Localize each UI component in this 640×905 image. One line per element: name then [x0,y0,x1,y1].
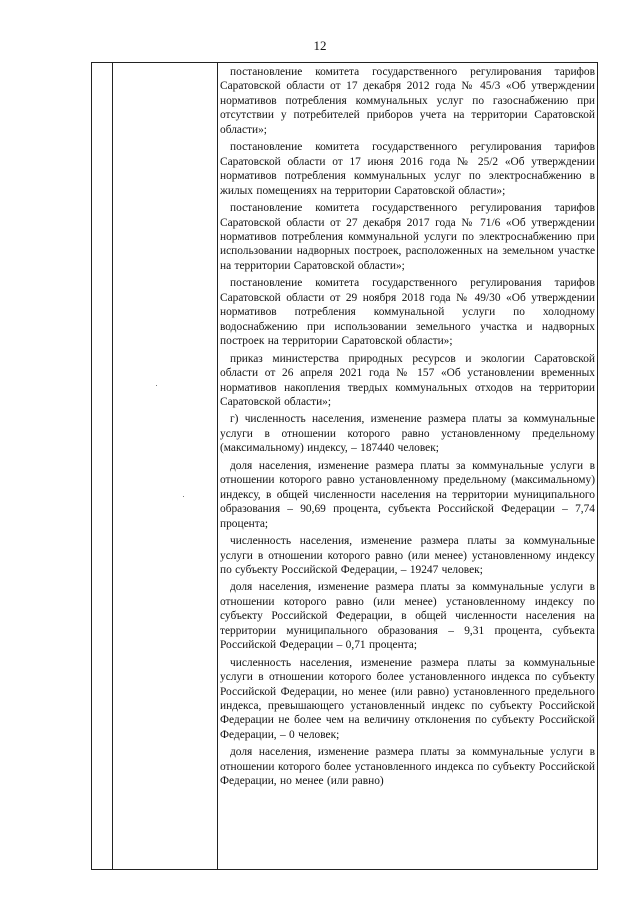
document-table [91,62,598,870]
paragraph-population-above-index: численность населения, изменение размера платы за коммунальные услуги в отношении которого более установленного индекса по субъекту Российской Федерации, но менее (или равно) установленного предельного индекса, превышающего установленный индекс по субъекту Российской Федерации не более чем на величину отклонения по субъекту Российской Федерации, – 0 человек; [220,656,595,741]
paragraph-resolution-outbuildings: постановление комитета государственного регулирования тарифов Саратовской области от 27 декабря 2017 года № 71/6 «Об утверждении нормативов потребления коммунальной услуги по электроснабжению при использовании надворных построек, расположенных на земельном участке на территории Саратовской области»; [220,202,595,272]
page-number: 12 [313,38,327,53]
paragraph-population-regional-index: численность населения, изменение размера платы за коммунальные услуги в отношении которого равно (или менее) установленному индексу по субъекту Российской Федерации, – 19247 человек; [220,535,595,576]
paragraph-resolution-gas: постановление комитета государственного регулирования тарифов Саратовской области от 17 декабря 2012 года № 45/3 «Об утверждении нормативов потребления коммунальных услуг по газоснабжению при отсутствии у потребителей приборов учета на территории Саратовской области»; [220,66,595,136]
scan-speck [156,385,157,386]
column-divider-1 [112,63,113,869]
paragraph-population-max-index: г) численность населения, изменение размера платы за коммунальные услуги в отношении которого равно установленному предельному (максимальному) индексу, – 187440 человек; [220,413,595,455]
text-column [220,65,595,789]
paragraph-resolution-water: постановление комитета государственного регулирования тарифов Саратовской области от 29 ноября 2018 года № 49/30 «Об утверждении нормативов потребления коммунальной услуги по холодному водоснабжению при использовании земельного участка и надворных построек на территории Саратовской области»; [220,277,595,348]
paragraph-share-regional-index: доля населения, изменение размера платы за коммунальные услуги в отношении которого равно (или менее) установленному индексу по субъекту Российской Федерации, в общей численности населения на территории муниципального образования – 9,31 процента, субъекта Российской Федерации – 0,71 процента; [220,581,595,652]
column-divider-2 [217,63,218,869]
paragraph-order-waste: приказ министерства природных ресурсов и экологии Саратовской области от 26 апреля 2021 года № 157 «Об установлении временных нормативов накопления твердых коммунальных отходов на территории Саратовской области»; [220,352,595,408]
paragraph-resolution-electricity: постановление комитета государственного регулирования тарифов Саратовской области от 17 июня 2016 года № 25/2 «Об утверждении нормативов потребления коммунальных услуг по электроснабжению в жилых помещениях на территории Саратовской области»; [220,141,595,197]
paragraph-share-above-index: доля населения, изменение размера платы за коммунальные услуги в отношении которого более установленного индекса по субъекту Российской Федерации, но менее (или равно) [220,746,595,788]
scan-speck [183,496,184,497]
paragraph-share-max-index: доля населения, изменение размера платы за коммунальные услуги в отношении которого равно установленному предельному (максимальному) индексу, в общей численности населения на территории муниципального образования – 90,69 процента, субъекта Российской Федерации – 7,74 процента; [220,459,595,530]
